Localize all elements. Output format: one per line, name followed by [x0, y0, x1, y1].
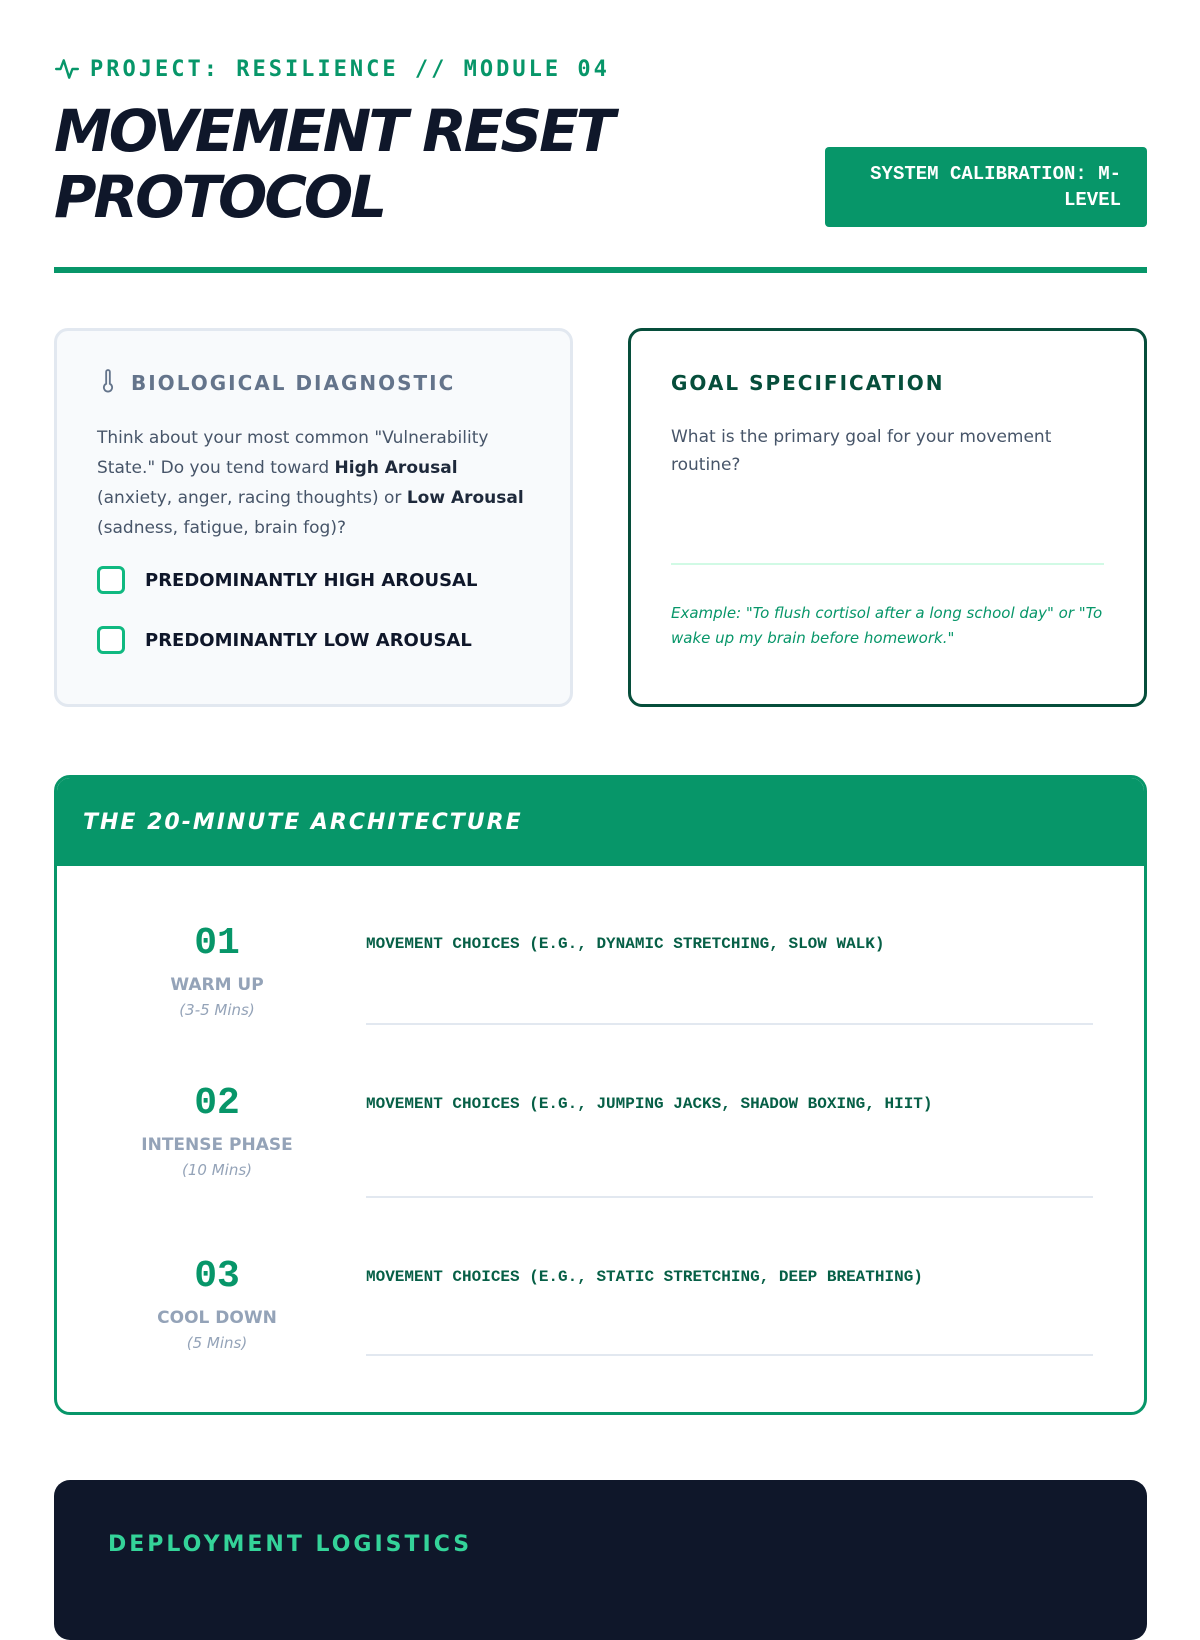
low-arousal-label: PREDOMINANTLY LOW AROUSAL: [145, 629, 472, 651]
phase-choices-label: MOVEMENT CHOICES (E.G., STATIC STRETCHING, DEEP BREATHING): [366, 1268, 923, 1286]
goal-question: What is the primary goal for your movement routine?: [671, 427, 1052, 475]
diagnostic-prompt: [97, 423, 530, 543]
phase-answer-line[interactable]: [366, 1023, 1093, 1025]
header-divider: [54, 267, 1147, 273]
phase-choices-label: MOVEMENT CHOICES (E.G., JUMPING JACKS, SHADOW BOXING, HIIT): [366, 1095, 933, 1113]
phase-meta: [97, 923, 337, 1019]
module-eyebrow: [54, 56, 610, 82]
phase-meta: [97, 1256, 337, 1352]
prompt-text: Think about your most common "Vulnerability State." Do you tend toward: [97, 428, 489, 478]
goal-example: Example: "To flush cortisol after a long school day" or "To wake up my brain before homework.": [671, 604, 1103, 647]
goal-specification-heading: GOAL SPECIFICATION: [671, 371, 945, 395]
phase-name: COOL DOWN: [157, 1308, 277, 1328]
high-arousal-label: PREDOMINANTLY HIGH AROUSAL: [145, 569, 478, 591]
goal-specification-card: [628, 328, 1147, 707]
calibration-badge: SYSTEM CALIBRATION: M-LEVEL: [825, 147, 1147, 227]
high-arousal-checkbox[interactable]: [97, 566, 125, 594]
phase-number: 01: [194, 922, 240, 965]
prompt-low-arousal: Low Arousal: [406, 488, 524, 508]
phase-number: 02: [194, 1082, 240, 1125]
phase-answer-line[interactable]: [366, 1354, 1093, 1356]
goal-answer-line[interactable]: [671, 563, 1104, 565]
phase-name: INTENSE PHASE: [141, 1135, 293, 1155]
prompt-text: (sadness, fatigue, brain fog)?: [97, 518, 347, 538]
eyebrow-text: PROJECT: RESILIENCE // MODULE 04: [90, 56, 610, 82]
option-high-arousal[interactable]: [97, 563, 530, 597]
thermometer-icon: [97, 368, 119, 399]
phase-duration: (3-5 Mins): [179, 1001, 255, 1019]
activity-pulse-icon: [54, 56, 80, 82]
phase-duration: (5 Mins): [186, 1334, 248, 1352]
prompt-text: (anxiety, anger, racing thoughts) or: [97, 488, 407, 508]
phase-number: 03: [194, 1255, 240, 1298]
phase-answer-line[interactable]: [366, 1196, 1093, 1198]
phase-name: WARM UP: [170, 975, 264, 995]
page-title: MOVEMENT RESET PROTOCOL: [54, 97, 613, 231]
biological-diagnostic-card: [54, 328, 573, 707]
deployment-title: DEPLOYMENT LOGISTICS: [108, 1532, 473, 1557]
option-low-arousal[interactable]: [97, 623, 530, 657]
biological-diagnostic-heading: [97, 369, 530, 397]
phase-choices-label: MOVEMENT CHOICES (E.G., DYNAMIC STRETCHING, SLOW WALK): [366, 935, 885, 953]
biological-diagnostic-title: BIOLOGICAL DIAGNOSTIC: [131, 371, 456, 395]
architecture-panel: [54, 775, 1147, 1415]
phase-meta: [97, 1083, 337, 1179]
prompt-high-arousal: High Arousal: [334, 458, 458, 478]
phase-duration: (10 Mins): [182, 1161, 252, 1179]
deployment-panel: [54, 1480, 1147, 1640]
architecture-title: THE 20-MINUTE ARCHITECTURE: [57, 778, 1144, 866]
low-arousal-checkbox[interactable]: [97, 626, 125, 654]
